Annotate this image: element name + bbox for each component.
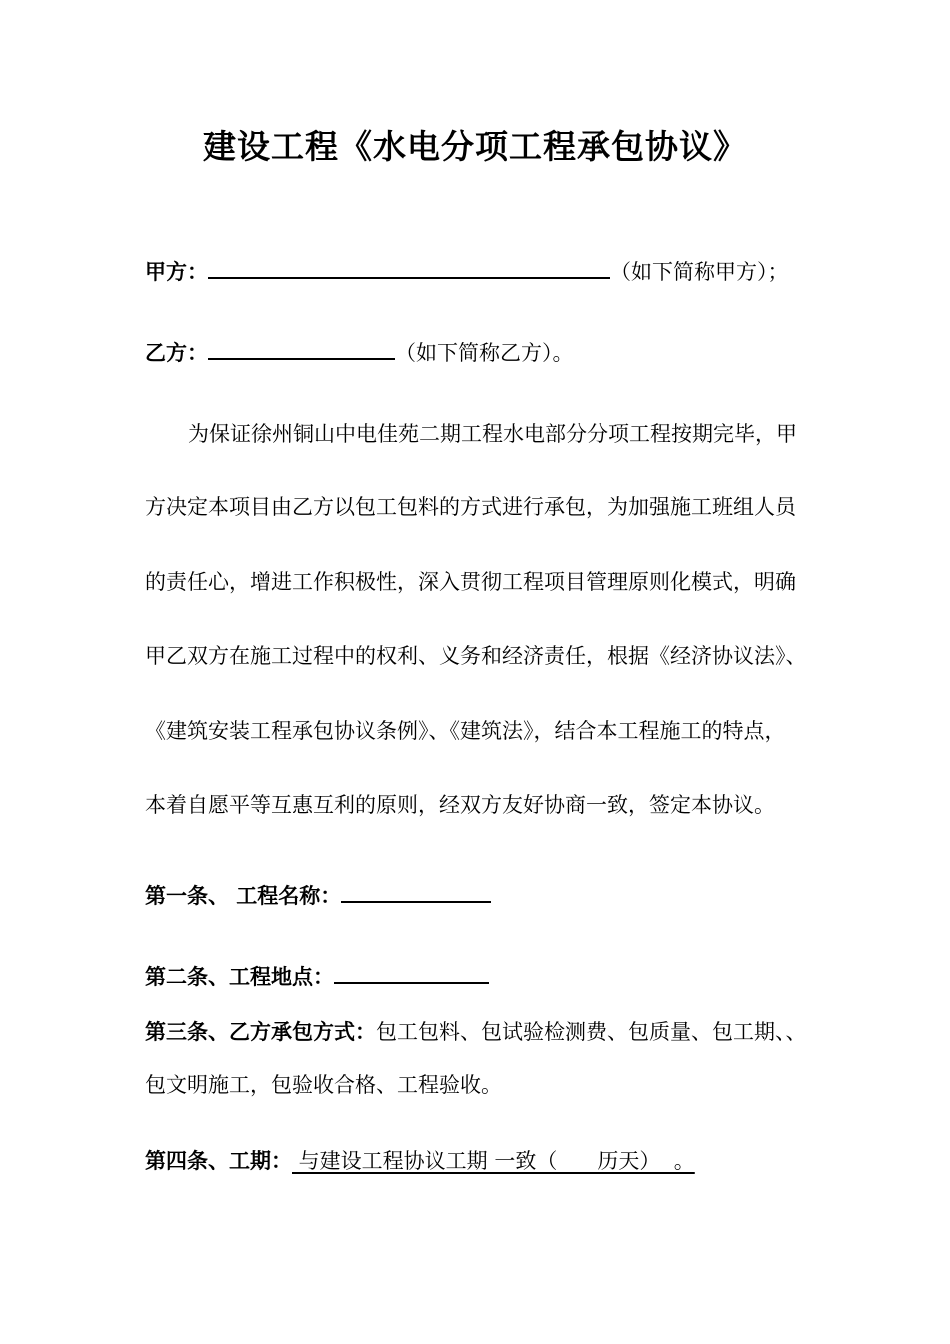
preamble-line-6: 本着自愿平等互惠互利的原则，经双方友好协商一致，签定本协议。 [145,793,775,817]
preamble-line-5: 《建筑安装工程承包协议条例》、《建筑法》，结合本工程施工的特点， [145,719,786,743]
preamble-line-1: 为保证徐州铜山中电佳苑二期工程水电部分分项工程按期完毕，甲 [188,422,797,446]
preamble-line-3: 的责任心，增进工作积极性，深入贯彻工程项目管理原则化模式，明确 [145,570,796,594]
party-b-label: 乙方： [145,341,208,365]
party-a-label: 甲方： [145,260,208,284]
article-4-label: 第四条、工期： [145,1149,292,1173]
party-a-line [145,256,789,286]
article-4-text: 与建设工程协议工期 一致（ 历天） 。 [292,1149,695,1173]
project-location-blank [334,962,489,984]
article-3-line [145,1016,807,1046]
preamble-line-4: 甲乙双方在施工过程中的权利、义务和经济责任，根据《经济协议法》、 [145,644,807,668]
article-2-label: 第二条、工程地点： [145,965,334,989]
article-2-line [145,961,489,991]
party-a-blank [208,257,610,279]
article-3-text-continued: 包文明施工，包验收合格、工程验收。 [145,1073,502,1097]
article-3-label: 第三条、乙方承包方式： [145,1020,376,1044]
article-1-line [145,880,491,910]
party-a-note: （如下简称甲方）； [610,260,789,284]
project-name-blank [341,881,491,903]
article-1-label: 第一条、 工程名称： [145,884,342,908]
document-title: 建设工程《水电分项工程承包协议》 [203,127,747,166]
preamble-line-2: 方决定本项目由乙方以包工包料的方式进行承包，为加强施工班组人员 [145,495,796,519]
party-b-line [145,337,574,367]
party-b-blank [208,338,395,360]
party-b-note: （如下简称乙方）。 [395,341,574,365]
article-3-text: 包工包料、包试验检测费、包质量、包工期、、 [376,1020,807,1044]
article-4-line [145,1145,695,1175]
